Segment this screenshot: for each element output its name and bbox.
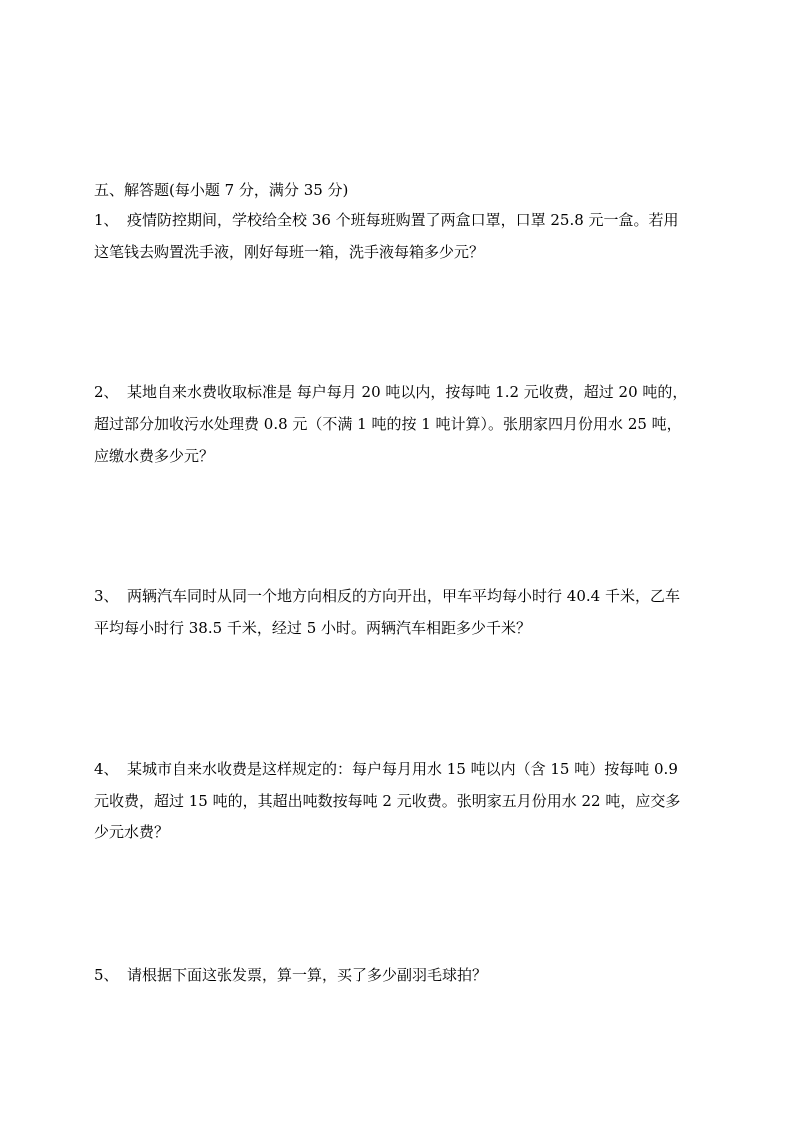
- question-4-number: 4、: [94, 760, 119, 778]
- question-3-number: 3、: [94, 587, 119, 605]
- question-2-text: 某地自来水费收取标准是 每户每月 20 吨以内，按每吨 1.2 元收费，超过 20 吨的，: [127, 383, 688, 401]
- question-1-number: 1、: [94, 211, 119, 229]
- question-5-number: 5、: [94, 966, 119, 984]
- question-4-line-2: 元收费，超过 15 吨的，其超出吨数按每吨 2 元收费。张明家五月份用水 22 吨，应交多: [94, 792, 681, 810]
- question-4-line-1: [94, 759, 678, 779]
- question-5-line-1: [94, 965, 487, 985]
- question-5-text: 请根据下面这张发票，算一算，买了多少副羽毛球拍？: [127, 966, 488, 984]
- question-2-line-3: 应缴水费多少元？: [94, 447, 215, 465]
- question-1-text: 疫情防控期间，学校给全校 36 个班每班购置了两盒口罩，口罩 25.8 元一盒。若用: [127, 211, 679, 229]
- question-4-line-3: 少元水费？: [94, 823, 170, 841]
- question-3-text: 两辆汽车同时从同一个地方向相反的方向开出，甲车平均每小时行 40.4 千米，乙车: [127, 587, 680, 605]
- question-1-line-1: [94, 210, 679, 230]
- section-heading: 五、解答题(每小题 7 分，满分 35 分): [94, 181, 349, 199]
- question-2-line-1: [94, 382, 687, 402]
- question-4-text: 某城市自来水收费是这样规定的：每户每月用水 15 吨以内（含 15 吨）按每吨 0.9: [127, 760, 678, 778]
- question-1-line-2: 这笔钱去购置洗手液，刚好每班一箱，洗手液每箱多少元？: [94, 243, 485, 261]
- question-3-line-2: 平均每小时行 38.5 千米，经过 5 小时。两辆汽车相距多少千米？: [94, 619, 532, 637]
- question-2-line-2: 超过部分加收污水处理费 0.8 元（不满 1 吨的按 1 吨计算）。张朋家四月份用水 25 吨，: [94, 415, 682, 433]
- question-2-number: 2、: [94, 383, 119, 401]
- question-3-line-1: [94, 586, 680, 606]
